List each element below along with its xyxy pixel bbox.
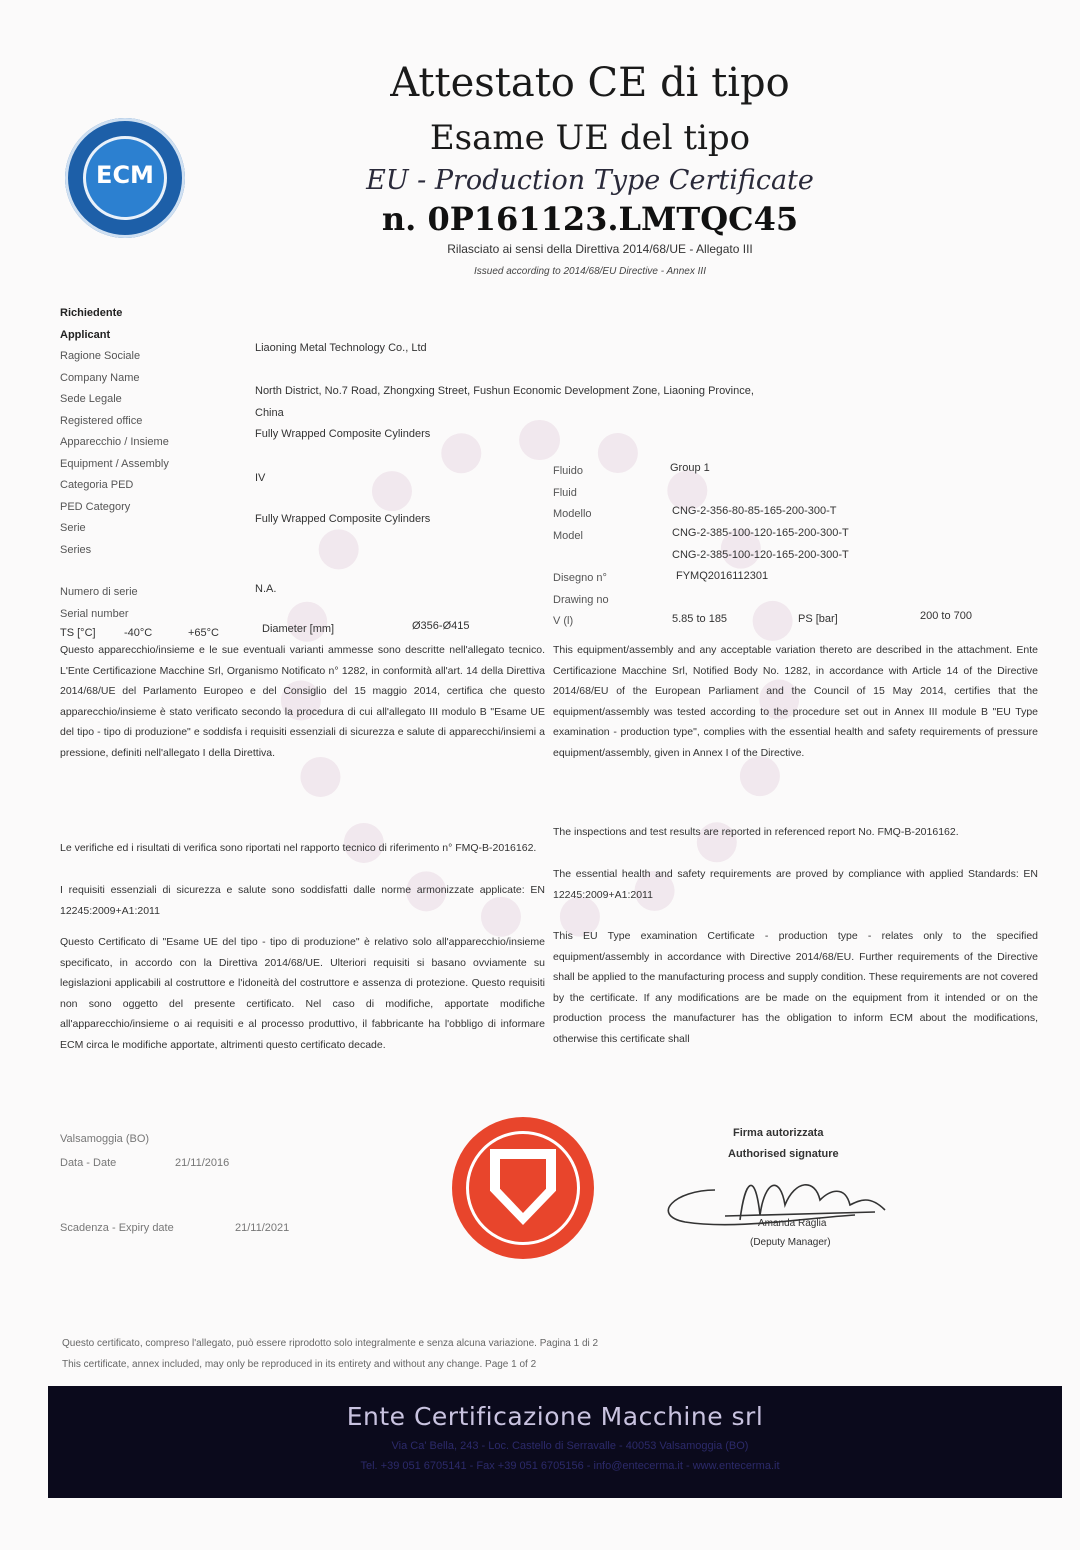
body-right-2: The inspections and test results are reported in referenced report No. FMQ-B-2016162.	[553, 826, 959, 838]
issued-english: Issued according to 2014/68/EU Directive - Annex III	[474, 266, 706, 277]
expiry-label: Scadenza - Expiry date	[60, 1222, 174, 1234]
footer-contacts: Tel. +39 051 6705141 - Fax +39 051 6705156 - info@entecerma.it - www.entecerma.it	[360, 1460, 780, 1472]
applicant-labels	[60, 303, 169, 625]
body-right-3: The essential health and safety requirements are proved by compliance with applied Standards: EN 12245:2009+A1:2011	[553, 868, 1038, 901]
label: Series	[60, 543, 92, 556]
registered-office: North District, No.7 Road, Zhongxing Street, Fushun Economic Development Zone, Liaoning Province,	[255, 385, 754, 397]
signer-name: Amanda Raglia	[758, 1218, 827, 1229]
label: Numero di serie	[60, 586, 138, 598]
label: Company Name	[60, 371, 140, 384]
body-right-1: This equipment/assembly and any acceptable variation thereto are described in the attachment. Ente Certificazione Macchine Srl, Notified Body No. 1282, in accordance with Article 14 of the Directive 2014/68/EU of the European Parliament and the Council of 15 May 2014, certifies that the equipment/assembly was tested according to the procedure set out in Annex III module B "EU Type examination - production type", complies with the essential health and safety requirements of pressure equipment/assembly, given in Annex I of the Directive.	[553, 644, 1038, 759]
date-label: Data - Date	[60, 1157, 117, 1169]
label: Fluido	[553, 465, 583, 477]
title-english: EU - Production Type Certificate	[366, 165, 814, 196]
label: Modello	[553, 508, 592, 520]
body-left-3: I requisiti essenziali di sicurezza e salute sono soddisfatti dalle norme armonizzate applicate: EN 12245:2009+A1:2011	[60, 884, 545, 917]
label: Drawing no	[553, 593, 609, 606]
label: Model	[553, 529, 583, 542]
pressure-value: 200 to 700	[920, 610, 972, 622]
body-right-4: This EU Type examination Certificate - production type - relates only to the specified equipment/assembly in accordance with Directive 2014/68/EU. Further requirements of the Directive shall be applied to the manufacturing process and supply condition. These requirements are not covered by the certificate. If any modifications are be made on the equipment from it intended or on the production process the manufacturer has the obligation to inform ECM about the modifications, otherwise this certificate shall	[553, 930, 1038, 1045]
label: PED Category	[60, 500, 131, 513]
expiry-value: 21/11/2021	[235, 1222, 290, 1234]
drawing-value: FYMQ2016112301	[676, 570, 769, 582]
label: Disegno n°	[553, 572, 607, 584]
detail-labels	[553, 461, 609, 633]
volume-value: 5.85 to 185	[672, 613, 728, 625]
model-list	[672, 500, 849, 566]
heading-en: Applicant	[60, 328, 111, 341]
footnote-italian: Questo certificato, compreso l'allegato, può essere riprodotto solo integralmente e senza alcuna variazione. Pagina 1 di 2	[62, 1338, 599, 1349]
label: Categoria PED	[60, 479, 134, 491]
signer-role: (Deputy Manager)	[750, 1237, 831, 1248]
model-item: CNG-2-356-80-85-165-200-300-T	[672, 505, 837, 517]
series-value: Fully Wrapped Composite Cylinders	[255, 513, 431, 525]
footnote-english: This certificate, annex included, may only be reproduced in its entirety and without any change. Page 1 of 2	[62, 1359, 537, 1370]
heading-it: Richiedente	[60, 307, 123, 319]
signature-label-en: Authorised signature	[728, 1148, 839, 1160]
certificate-number: n. 0P161123.LMTQC45	[381, 200, 799, 238]
serial-number-value: N.A.	[255, 583, 277, 595]
temperature-label: TS [°C]	[60, 627, 96, 639]
label: Serie	[60, 522, 86, 534]
label: Equipment / Assembly	[60, 457, 169, 470]
body-left-1: Questo apparecchio/insieme e le sue eventuali varianti ammesse sono descritte nell'allegato tecnico. L'Ente Certificazione Macchine Srl, Organismo Notificato n° 1282, in conformità all'art. 14 della Direttiva 2014/68/UE del Parlamento Europeo e del Consiglio del 15 maggio 2014, certifica che questo apparecchio/insieme è stato verificato secondo la procedura di cui all'allegato III modulo B "Esame UE del tipo - tipo di produzione" e soddisfa i requisiti essenziali di sicurezza e salute di apparecchi/insiemi a pressione, definiti nell'allegato I della Direttiva.	[60, 644, 545, 759]
ecm-logo: ECM	[65, 118, 185, 238]
body-left-2: Le verifiche ed i risultati di verifica sono riportati nel rapporto tecnico di riferimento n° FMQ-B-2016162.	[60, 842, 537, 854]
ecm-stamp	[452, 1117, 594, 1259]
company-name: Liaoning Metal Technology Co., Ltd	[255, 342, 427, 354]
signature-label-it: Firma autorizzata	[733, 1127, 824, 1139]
label: V (l)	[553, 615, 574, 627]
temperature-max: +65°C	[188, 627, 220, 639]
label: Registered office	[60, 414, 143, 427]
diameter-value: Ø356-Ø415	[412, 620, 470, 632]
label: Serial number	[60, 607, 129, 620]
diameter-label: Diameter [mm]	[262, 623, 335, 635]
model-item: CNG-2-385-100-120-165-200-300-T	[672, 527, 849, 539]
registered-office-country: China	[255, 407, 284, 419]
issued-italian: Rilasciato ai sensi della Direttiva 2014/68/UE - Allegato III	[447, 242, 753, 256]
place: Valsamoggia (BO)	[60, 1133, 150, 1145]
title-italian-2: Esame UE del tipo	[429, 118, 751, 158]
equipment-value: Fully Wrapped Composite Cylinders	[255, 428, 431, 440]
pressure-label: PS [bar]	[798, 613, 838, 625]
ped-category-value: IV	[255, 472, 266, 484]
footer-company: Ente Certificazione Macchine srl	[346, 1402, 764, 1431]
title-italian: Attestato CE di tipo	[390, 60, 790, 106]
label: Fluid	[553, 486, 577, 499]
footer-address: Via Ca' Bella, 243 - Loc. Castello di Serravalle - 40053 Valsamoggia (BO)	[391, 1440, 749, 1452]
label: Sede Legale	[60, 393, 122, 405]
fluid-value: Group 1	[670, 462, 710, 474]
label: Apparecchio / Insieme	[60, 436, 169, 448]
temperature-min: -40°C	[124, 627, 153, 639]
label: Ragione Sociale	[60, 350, 141, 362]
date-value: 21/11/2016	[175, 1157, 230, 1169]
model-item: CNG-2-385-100-120-165-200-300-T	[672, 549, 849, 561]
body-left-4: Questo Certificato di "Esame UE del tipo - tipo di produzione" è relativo solo all'apparecchio/insieme specificato, in accordo con la Direttiva 2014/68/UE. Ulteriori requisiti si basano ovviamente su legislazioni applicabili al costruttore e l'idoneità del costruttore e assenza di protezione. Questo requisiti non sono oggetto del presente certificato. Nel caso di modifiche, apportate modifiche all'apparecchio/insieme o ai requisiti e al processo produttivo, il fabbricante ha l'obbligo di informare ECM circa le modifiche apportate, altrimenti questo certificato decade.	[60, 936, 545, 1051]
